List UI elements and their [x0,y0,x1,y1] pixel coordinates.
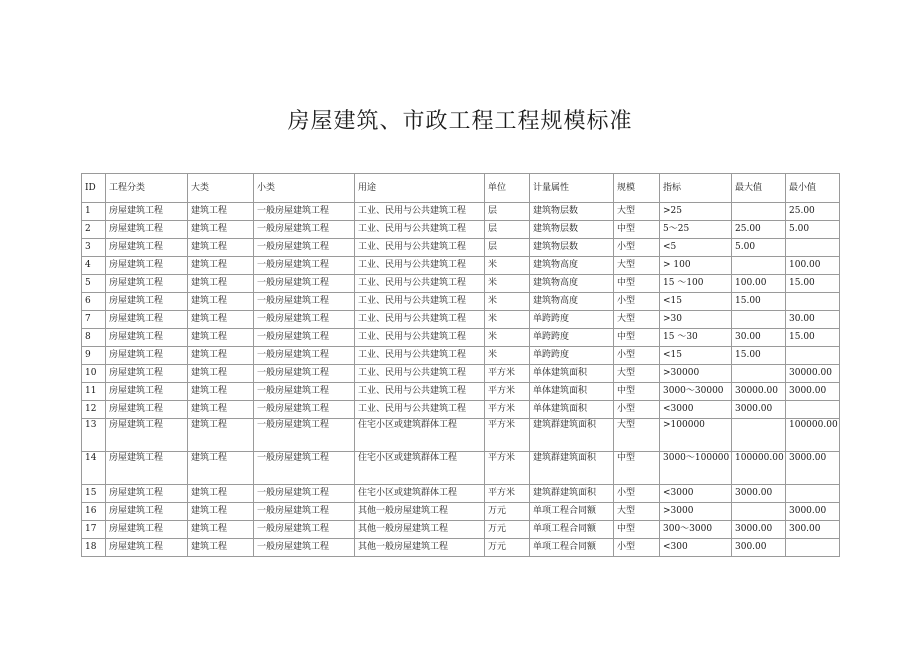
cell-max-value [732,311,786,329]
cell-indicator: 300～3000 [660,521,732,539]
cell-min-value: 30.00 [786,311,840,329]
cell-scale: 大型 [614,203,660,221]
cell-measure-attribute: 建筑物层数 [530,239,614,257]
cell-unit: 平方米 [485,452,530,485]
cell-id: 15 [82,485,106,503]
cell-scale: 小型 [614,347,660,365]
cell-unit: 层 [485,203,530,221]
cell-scale: 大型 [614,311,660,329]
cell-category: 房屋建筑工程 [106,485,188,503]
column-header-id: ID [82,174,106,203]
cell-unit: 万元 [485,503,530,521]
cell-unit: 米 [485,329,530,347]
cell-major-class: 建筑工程 [188,239,254,257]
cell-usage: 住宅小区或建筑群体工程 [355,452,485,485]
cell-min-value: 25.00 [786,203,840,221]
cell-scale: 大型 [614,503,660,521]
scale-standard-table [81,173,840,557]
cell-usage: 工业、民用与公共建筑工程 [355,293,485,311]
table-row [82,419,840,452]
cell-usage: 住宅小区或建筑群体工程 [355,485,485,503]
cell-max-value [732,419,786,452]
cell-min-value [786,239,840,257]
column-header-max-value: 最大值 [732,174,786,203]
cell-min-value: 3000.00 [786,452,840,485]
column-header-minor-class: 小类 [254,174,355,203]
table-row [82,485,840,503]
cell-usage: 工业、民用与公共建筑工程 [355,203,485,221]
cell-major-class: 建筑工程 [188,311,254,329]
cell-category: 房屋建筑工程 [106,221,188,239]
cell-unit: 万元 [485,521,530,539]
cell-max-value: 15.00 [732,293,786,311]
column-header-unit: 单位 [485,174,530,203]
cell-measure-attribute: 建筑群建筑面积 [530,485,614,503]
cell-id: 1 [82,203,106,221]
column-header-scale: 规模 [614,174,660,203]
cell-unit: 米 [485,347,530,365]
table-row [82,539,840,557]
cell-scale: 中型 [614,329,660,347]
cell-unit: 层 [485,221,530,239]
cell-indicator: <3000 [660,401,732,419]
cell-id: 4 [82,257,106,275]
cell-indicator: 15 ～30 [660,329,732,347]
cell-max-value [732,257,786,275]
cell-id: 10 [82,365,106,383]
cell-category: 房屋建筑工程 [106,452,188,485]
column-header-indicator: 指标 [660,174,732,203]
cell-usage: 工业、民用与公共建筑工程 [355,365,485,383]
column-header-category: 工程分类 [106,174,188,203]
cell-minor-class: 一般房屋建筑工程 [254,365,355,383]
cell-major-class: 建筑工程 [188,293,254,311]
cell-unit: 万元 [485,539,530,557]
table-row [82,275,840,293]
cell-usage: 工业、民用与公共建筑工程 [355,239,485,257]
cell-minor-class: 一般房屋建筑工程 [254,383,355,401]
cell-min-value: 5.00 [786,221,840,239]
cell-major-class: 建筑工程 [188,221,254,239]
cell-indicator: >30000 [660,365,732,383]
cell-measure-attribute: 单跨跨度 [530,329,614,347]
cell-measure-attribute: 单项工程合同额 [530,521,614,539]
cell-indicator: <15 [660,293,732,311]
cell-usage: 工业、民用与公共建筑工程 [355,383,485,401]
cell-max-value [732,365,786,383]
table-row [82,221,840,239]
cell-indicator: >100000 [660,419,732,452]
cell-usage: 其他一般房屋建筑工程 [355,521,485,539]
cell-category: 房屋建筑工程 [106,239,188,257]
cell-usage: 其他一般房屋建筑工程 [355,539,485,557]
cell-id: 16 [82,503,106,521]
cell-unit: 米 [485,293,530,311]
cell-major-class: 建筑工程 [188,485,254,503]
cell-category: 房屋建筑工程 [106,521,188,539]
cell-unit: 米 [485,275,530,293]
cell-minor-class: 一般房屋建筑工程 [254,419,355,452]
cell-scale: 大型 [614,419,660,452]
cell-id: 6 [82,293,106,311]
cell-id: 7 [82,311,106,329]
table-header [82,174,840,203]
cell-max-value: 30.00 [732,329,786,347]
cell-id: 8 [82,329,106,347]
cell-measure-attribute: 建筑物高度 [530,257,614,275]
cell-min-value: 3000.00 [786,383,840,401]
cell-minor-class: 一般房屋建筑工程 [254,347,355,365]
cell-category: 房屋建筑工程 [106,419,188,452]
cell-category: 房屋建筑工程 [106,275,188,293]
cell-unit: 平方米 [485,485,530,503]
cell-category: 房屋建筑工程 [106,539,188,557]
cell-id: 11 [82,383,106,401]
cell-usage: 工业、民用与公共建筑工程 [355,401,485,419]
column-header-measure-attribute: 计量属性 [530,174,614,203]
cell-major-class: 建筑工程 [188,401,254,419]
table-row [82,521,840,539]
cell-minor-class: 一般房屋建筑工程 [254,329,355,347]
cell-id: 9 [82,347,106,365]
cell-min-value [786,485,840,503]
cell-minor-class: 一般房屋建筑工程 [254,293,355,311]
cell-scale: 中型 [614,221,660,239]
cell-minor-class: 一般房屋建筑工程 [254,521,355,539]
cell-id: 12 [82,401,106,419]
cell-indicator: <300 [660,539,732,557]
cell-scale: 小型 [614,485,660,503]
cell-max-value: 25.00 [732,221,786,239]
cell-measure-attribute: 单体建筑面积 [530,383,614,401]
cell-min-value: 3000.00 [786,503,840,521]
table-row [82,239,840,257]
cell-major-class: 建筑工程 [188,257,254,275]
cell-category: 房屋建筑工程 [106,347,188,365]
cell-indicator: 3000～30000 [660,383,732,401]
cell-min-value: 300.00 [786,521,840,539]
cell-max-value: 300.00 [732,539,786,557]
cell-id: 5 [82,275,106,293]
cell-max-value: 3000.00 [732,521,786,539]
table-row [82,329,840,347]
cell-measure-attribute: 建筑物层数 [530,203,614,221]
cell-indicator: >3000 [660,503,732,521]
cell-max-value: 3000.00 [732,485,786,503]
table-row [82,347,840,365]
column-header-major-class: 大类 [188,174,254,203]
cell-id: 13 [82,419,106,452]
cell-measure-attribute: 单跨跨度 [530,347,614,365]
cell-min-value: 100.00 [786,257,840,275]
cell-category: 房屋建筑工程 [106,329,188,347]
cell-usage: 工业、民用与公共建筑工程 [355,221,485,239]
cell-major-class: 建筑工程 [188,329,254,347]
cell-minor-class: 一般房屋建筑工程 [254,503,355,521]
cell-category: 房屋建筑工程 [106,365,188,383]
cell-unit: 平方米 [485,401,530,419]
cell-major-class: 建筑工程 [188,419,254,452]
cell-indicator: <3000 [660,485,732,503]
cell-minor-class: 一般房屋建筑工程 [254,452,355,485]
cell-unit: 平方米 [485,383,530,401]
cell-measure-attribute: 建筑群建筑面积 [530,419,614,452]
cell-indicator: >30 [660,311,732,329]
cell-category: 房屋建筑工程 [106,257,188,275]
header-row [82,174,840,203]
table-row [82,365,840,383]
cell-category: 房屋建筑工程 [106,401,188,419]
table-row [82,203,840,221]
cell-major-class: 建筑工程 [188,521,254,539]
cell-category: 房屋建筑工程 [106,311,188,329]
table-row [82,311,840,329]
cell-scale: 小型 [614,293,660,311]
cell-usage: 工业、民用与公共建筑工程 [355,311,485,329]
cell-major-class: 建筑工程 [188,452,254,485]
cell-scale: 大型 [614,365,660,383]
cell-major-class: 建筑工程 [188,275,254,293]
cell-minor-class: 一般房屋建筑工程 [254,275,355,293]
cell-id: 3 [82,239,106,257]
cell-min-value: 30000.00 [786,365,840,383]
cell-max-value: 5.00 [732,239,786,257]
cell-category: 房屋建筑工程 [106,293,188,311]
page-title: 房屋建筑、市政工程工程规模标准 [287,109,633,134]
cell-measure-attribute: 单项工程合同额 [530,539,614,557]
table-row [82,503,840,521]
cell-max-value: 30000.00 [732,383,786,401]
cell-indicator: > 100 [660,257,732,275]
cell-max-value: 100000.00 [732,452,786,485]
cell-category: 房屋建筑工程 [106,503,188,521]
cell-measure-attribute: 单体建筑面积 [530,365,614,383]
cell-measure-attribute: 建筑物层数 [530,221,614,239]
cell-unit: 层 [485,239,530,257]
table-row [82,401,840,419]
cell-major-class: 建筑工程 [188,539,254,557]
table-row [82,257,840,275]
cell-indicator: <15 [660,347,732,365]
cell-measure-attribute: 单体建筑面积 [530,401,614,419]
cell-minor-class: 一般房屋建筑工程 [254,485,355,503]
cell-usage: 工业、民用与公共建筑工程 [355,347,485,365]
table-body [82,203,840,557]
cell-indicator: 15 ～100 [660,275,732,293]
cell-unit: 米 [485,311,530,329]
cell-id: 17 [82,521,106,539]
cell-indicator: 5～25 [660,221,732,239]
cell-category: 房屋建筑工程 [106,383,188,401]
cell-max-value: 3000.00 [732,401,786,419]
cell-indicator: 3000～100000 [660,452,732,485]
cell-unit: 平方米 [485,419,530,452]
cell-unit: 米 [485,257,530,275]
cell-measure-attribute: 单项工程合同额 [530,503,614,521]
cell-min-value: 15.00 [786,275,840,293]
cell-min-value [786,293,840,311]
cell-min-value: 15.00 [786,329,840,347]
cell-scale: 中型 [614,275,660,293]
cell-scale: 小型 [614,239,660,257]
cell-minor-class: 一般房屋建筑工程 [254,401,355,419]
cell-measure-attribute: 建筑群建筑面积 [530,452,614,485]
cell-usage: 工业、民用与公共建筑工程 [355,329,485,347]
cell-measure-attribute: 建筑物高度 [530,275,614,293]
cell-id: 18 [82,539,106,557]
cell-usage: 工业、民用与公共建筑工程 [355,275,485,293]
cell-scale: 中型 [614,452,660,485]
cell-major-class: 建筑工程 [188,347,254,365]
cell-major-class: 建筑工程 [188,383,254,401]
cell-max-value [732,203,786,221]
cell-usage: 住宅小区或建筑群体工程 [355,419,485,452]
table-row [82,452,840,485]
cell-scale: 小型 [614,401,660,419]
cell-indicator: <5 [660,239,732,257]
cell-scale: 中型 [614,383,660,401]
cell-max-value [732,503,786,521]
cell-min-value [786,347,840,365]
cell-max-value: 15.00 [732,347,786,365]
cell-minor-class: 一般房屋建筑工程 [254,203,355,221]
table-row [82,383,840,401]
cell-minor-class: 一般房屋建筑工程 [254,239,355,257]
column-header-usage: 用途 [355,174,485,203]
cell-major-class: 建筑工程 [188,365,254,383]
cell-max-value: 100.00 [732,275,786,293]
cell-major-class: 建筑工程 [188,503,254,521]
cell-unit: 平方米 [485,365,530,383]
cell-minor-class: 一般房屋建筑工程 [254,257,355,275]
cell-measure-attribute: 建筑物高度 [530,293,614,311]
cell-indicator: >25 [660,203,732,221]
cell-minor-class: 一般房屋建筑工程 [254,539,355,557]
cell-min-value [786,539,840,557]
cell-usage: 其他一般房屋建筑工程 [355,503,485,521]
cell-minor-class: 一般房屋建筑工程 [254,311,355,329]
table-row [82,293,840,311]
cell-id: 14 [82,452,106,485]
cell-min-value: 100000.00 [786,419,840,452]
cell-scale: 中型 [614,521,660,539]
cell-usage: 工业、民用与公共建筑工程 [355,257,485,275]
cell-scale: 小型 [614,539,660,557]
cell-category: 房屋建筑工程 [106,203,188,221]
cell-id: 2 [82,221,106,239]
cell-scale: 大型 [614,257,660,275]
cell-measure-attribute: 单跨跨度 [530,311,614,329]
cell-minor-class: 一般房屋建筑工程 [254,221,355,239]
cell-major-class: 建筑工程 [188,203,254,221]
column-header-min-value: 最小值 [786,174,840,203]
cell-min-value [786,401,840,419]
